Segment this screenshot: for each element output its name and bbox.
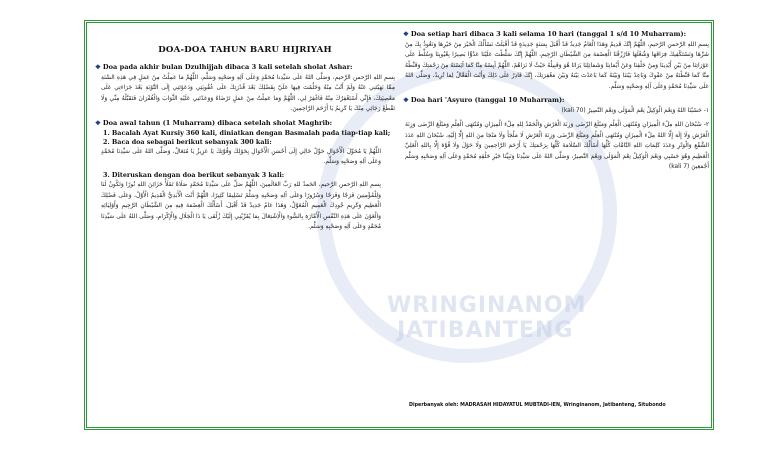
arabic-prayer-step-3: بِسمِ اللهِ الرَّحمنِ الرَّحيمِ، الحَمدُ للهِ رَبِّ العَالَمِينَ، اللَّهُمَّ صَلِّ عَلَى سَيِّدِنَا مُحَمَّدٍ صَلَاةً تَمْلَأُ خَزَائِنَ اللهِ نُورًا وَتَكُونُ لَنَا وَلِلْمُؤْمِنِينَ فَرَجًا وَفَرَحًا وَسُرُورًا وَعَلَى آلِهِ وَصَحْبِهِ وَسَلِّمْ تَسْلِيمًا كَثِيرًا، اللَّهُمَّ أَنْتَ الْأَبَدِيُّ الْقَدِيمُ الْأَوَّلُ، وَعَلَى فَضْلِكَ الْعَظِيمِ وَكَرِيمِ جُودِكَ الْعَمِيمِ الْمُعَوَّلُ، وَهَذَا عَامٌ جَدِيدٌ قَدْ أَقْبَلَ، أَسْأَلُكَ الْعِصْمَةَ فِيهِ مِنَ الشَّيْطَانِ الرَّجِيمِ وَأَوْلِيَائِهِ وَالْعَوْنَ عَلَى هَذِهِ النَّفْسِ الْأَمَّارَةِ بِالسُّوءِ وَالْاِشْتِغَالَ بِمَا يُقَرِّبُنِي إِلَيْكَ زُلْفَى يَا ذَا الْجَلَالِ وَالْإِكْرَامِ، وَصَلَّى اللهُ عَلَى سَيِّدِنَا مُحَمَّدٍ وَعَلَى آلِهِ وَصَحْبِهِ وَسَلَّم. bbox=[101, 182, 381, 231]
publisher-credit: Diperbanyak oleh: MADRASAH HIDAYATUL MUBTADI-IEN, Wringinanom, Jatibanteng, Situbondo bbox=[409, 403, 666, 408]
section-heading-text: Doa setiap hari dibaca 3 kali selama 10 hari (tanggal 1 s/d 10 Muharram): bbox=[410, 30, 687, 38]
arabic-prayer-dzulhijjah: بِسمِ اللهِ الرَّحمنِ الرَّحيمِ، وَصَلَّى اللهُ عَلَى سَيِّدِنا مُحَمَّدٍ وَعَلَى آلِهِ وَصَحْبِهِ وَسَلَّم، اللَّهُمَّ مَا عَمِلْتُ مِنْ عَمَلٍ فِي هَذِهِ السَّنَةِ مِمَّا نَهَيْتَنِي عَنْهُ وَلَمْ أَتُبْ مِنْهُ وَحَلُمْتَ فِيهَا عَلَيَّ بِفَضْلِكَ بَعْدَ قُدْرَتِكَ عَلَى عُقُوبَتِي وَدَعَوْتَنِي إِلَى التَّوْبَةِ بَعْدَ جَرَاءَتِي عَلَى مَعْصِيَتِكَ، فَإِنِّي أَسْتَغْفِرُكَ مِنْهُ فَاغْفِرْ لِي، اللَّهُمَّ وَمَا عَمِلْتُ مِنْ عَمَلٍ تَرْضَاهُ وَوَعَدْتَنِي عَلَيْهِ الثَّوَابَ وَالْغُفْرَانَ فَتَقَبَّلْهُ مِنِّي وَلَا تَقْطَعْ رَجَائِي مِنْكَ يَا كَرِيمُ يَا أَرْحَمَ الرَّاحِمِينَ. bbox=[101, 75, 395, 113]
watermark-text-1: WRINGINANOM bbox=[387, 293, 587, 318]
step-2: 2. Baca doa sebagai berikut sebanyak 300 kali: bbox=[103, 137, 272, 146]
arabic-prayer-daily: بِسمِ اللهِ الرَّحمنِ الرَّحيمِ، اللَّهُمَّ إِنَّكَ قَدِيمٌ وَهَذَا الْعَامُ جَدِيدٌ قَدْ أَقْبَلَ بِسَنَةٍ جَدِيدَةٍ قَدْ أَقْبَلَتْ نَسْأَلُكَ الْخَيْرَ مِنْ خَيْرِهَا وَنَعُوذُ بِكَ مِنْ شَرِّهَا وَنَسْتَكْفِيكَ فِرَاقَهَا وَشُغْلَهَا فَارْزُقْنَا الْعِصْمَةَ مِنَ الشَّيْطَانِ الرَّجِيمِ، اللَّهُمَّ إِنَّكَ سَلَّطْتَ عَلَيْنَا عَدُوًّا بَصِيرًا بِعُيُوبِنَا وَسُلِّطَ عَلَى عَوْرَاتِنَا مِنْ بَيْنِ أَيْدِينَا وَمِنْ خَلْفِنَا وَعَنْ أَيْمَانِنَا وَشَمَائِلِنَا يَرَانَا هُوَ وَقَبِيلُهُ حَيْثُ لَا نَرَاهُمْ، اللَّهُمَّ آيِسْهُ مِنَّا كَمَا آيَسْتَهُ مِنْ رَحْمَتِكَ وَقَنِّطْهُ مِنَّا كَمَا قَنَّطْتَهُ مِنْ عَفْوِكَ وَبَاعِدْ بَيْنَنَا وَبَيْنَهُ كَمَا بَاعَدْتَ بَيْنَهُ وَبَيْنَ مَغْفِرَتِكَ، إِنَّكَ قَادِرٌ عَلَى ذَلِكَ وَأَنْتَ الْفَعَّالُ لِمَا تُرِيدُ، وَصَلَّى اللهُ عَلَى سَيِّدِنَا مُحَمَّدٍ وَعَلَى آلِهِ وَصَحْبِهِ وَسَلَّم. bbox=[405, 42, 709, 90]
section-heading-asyuro bbox=[403, 96, 709, 104]
diamond-bullet-icon: ❖ bbox=[403, 96, 409, 105]
watermark-text-2: JATIBANTENG bbox=[397, 318, 574, 343]
right-column bbox=[403, 27, 709, 176]
arabic-prayer-step-2: اللَّهُمَّ يَا مُحَوِّلَ الْأَحْوَالِ حَوِّلْ حَالِي إِلَى أَحْسَنِ الْأَحْوَالِ بِحَوْلِكَ وَقُوَّتِكَ يَا عَزِيزُ يَا مُتَعَالُ، وَصَلَّى اللهُ عَلَى سَيِّدِنَا مُحَمَّدٍ وَعَلَى آلِهِ وَصَحْبِهِ وَسَلَّم. bbox=[101, 148, 381, 166]
section-heading-dzulhijjah bbox=[95, 63, 395, 71]
step-1: 1. Bacalah Ayat Kursiy 360 kali, diniatkan dengan Basmalah pada tiap-tiap kali; bbox=[103, 128, 391, 137]
diamond-bullet-icon: ❖ bbox=[403, 30, 409, 38]
page-title: DOA-DOA TAHUN BARU HIJRIYAH bbox=[158, 45, 332, 55]
section-heading-text: Doa awal tahun (1 Muharram) dibaca setelah sholat Maghrib: bbox=[102, 118, 333, 127]
section-heading-muharram bbox=[95, 119, 395, 127]
step-3: 3. Diteruskan dengan doa berikut sebanyak 3 kali: bbox=[103, 171, 285, 180]
diamond-bullet-icon: ❖ bbox=[95, 118, 101, 127]
arabic-prayer-asyuro-2: ٢- سُبْحَانَ اللهِ مِلْءَ الْمِيزَانِ وَمُنْتَهَى الْعِلْمِ وَمَبْلَغَ الرِّضَى وَزِنَةَ الْعَرْشِ وَالْحَمْدُ لِلهِ مِلْءَ الْمِيزَانِ وَمُنْتَهَى الْعِلْمِ وَمَبْلَغَ الرِّضَى وَزِنَةَ الْعَرْشِ وَلَا إِلَهَ إِلَّا اللهُ مِلْءَ الْمِيزَانِ وَمُنْتَهَى الْعِلْمِ وَمَبْلَغَ الرِّضَى وَزِنَةَ الْعَرْشِ لَا مَلْجَأَ وَلَا مَنْجَا مِنَ اللهِ إِلَّا إِلَيْهِ، سُبْحَانَ اللهِ عَدَدَ الشَّفْعِ وَالْوَتْرِ وَعَدَدَ كَلِمَاتِ اللهِ التَّامَّاتِ كُلِّهَا أَسْأَلُكَ السَّلَامَةَ كُلَّهَا بِرَحْمَتِكَ يَا أَرْحَمَ الرَّاحِمِينَ وَلَا حَوْلَ وَلَا قُوَّةَ إِلَّا بِاللهِ الْعَلِيِّ الْعَظِيمِ وَهُوَ حَسْبِي وَنِعْمَ الْوَكِيلُ نِعْمَ الْمَوْلَى وَنِعْمَ النَّصِيرُ، وَصَلَّى اللهُ عَلَى سَيِّدِنَا وَنَبِيِّنَا خَيْرِ خَلْقِهِ مُحَمَّدٍ وَعَلَى آلِهِ وَصَحْبِهِ وَسَلَّم أَجْمَعِينَ (7 kali) bbox=[405, 122, 709, 171]
diamond-bullet-icon: ❖ bbox=[95, 63, 101, 71]
arabic-prayer-asyuro-1: ١- حَسْبُنَا اللهُ وَنِعْمَ الْوَكِيلُ نِعْمَ الْمَوْلَى وَنِعْمَ النَّصِيرُ (70 kali) bbox=[561, 108, 709, 115]
section-heading-text: Doa hari 'Asyuro (tanggal 10 Muharram): bbox=[410, 96, 565, 105]
section-heading-text: Doa pada akhir bulan Dzulhijjah dibaca 3 kali setelah sholat Ashar: bbox=[102, 63, 353, 71]
section-heading-daily bbox=[403, 30, 709, 38]
document-frame bbox=[84, 20, 714, 430]
left-column bbox=[95, 27, 395, 236]
